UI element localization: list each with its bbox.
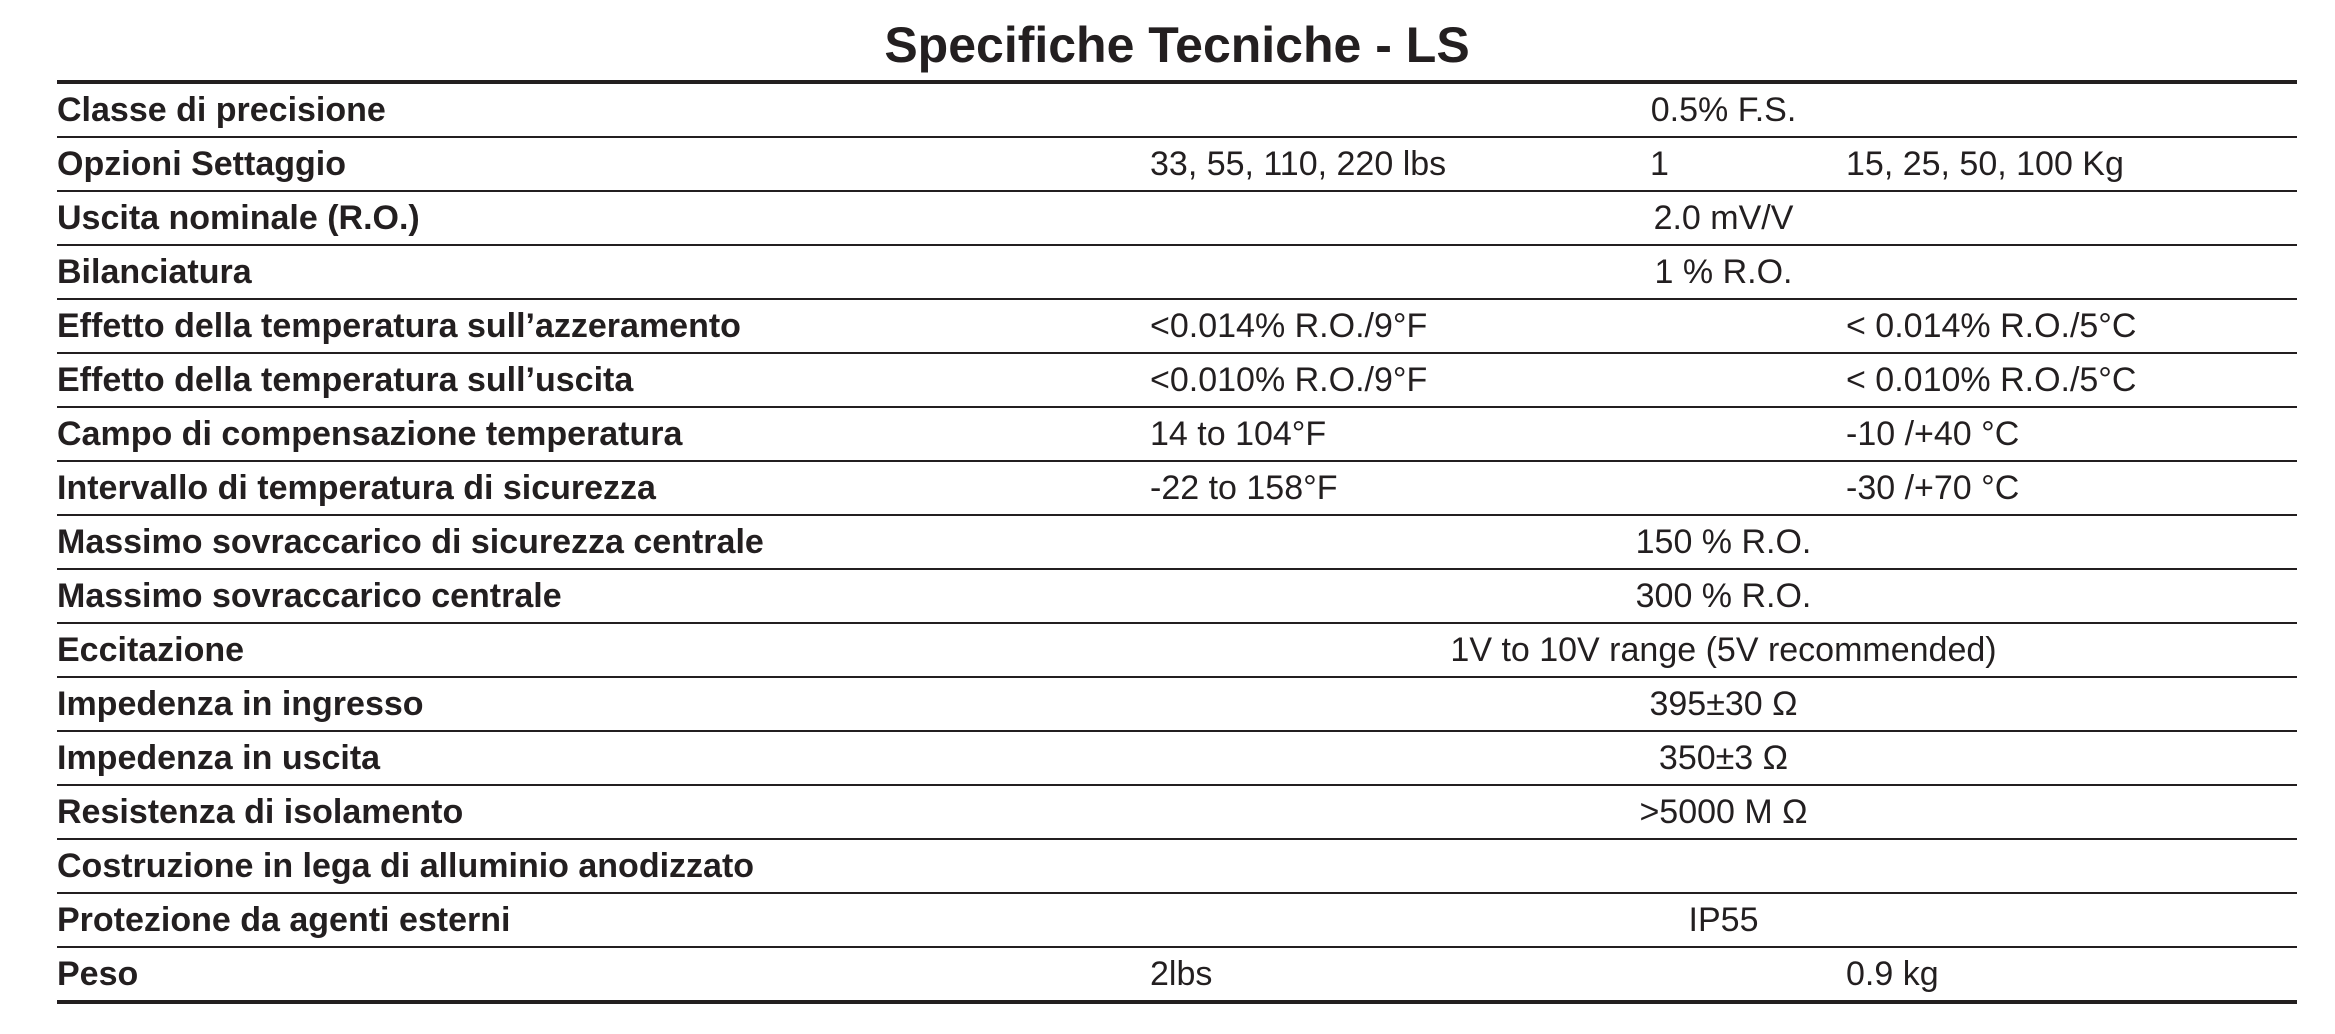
spec-label: Peso [57,947,1150,1002]
table-row [57,84,2297,137]
spec-value-imperial: -22 to 158°F [1150,461,1473,515]
spec-label: Intervallo di temperatura di sicurezza [57,461,1150,515]
spec-label: Massimo sovraccarico di sicurezza centrale [57,515,1150,569]
spec-label: Resistenza di isolamento [57,785,1150,839]
table-row [57,893,2297,947]
spec-value: 150 % R.O. [1150,515,2297,569]
spec-value-imperial: <0.010% R.O./9°F [1150,353,1473,407]
spec-value-middle: 1 [1473,137,1846,191]
spec-label: Bilanciatura [57,245,1150,299]
page-title: Specifiche Tecniche - LS [884,17,1470,73]
spec-label: Effetto della temperatura sull’uscita [57,353,1150,407]
spec-value: 1V to 10V range (5V recommended) [1150,623,2297,677]
spec-label: Impedenza in ingresso [57,677,1150,731]
spec-value: 300 % R.O. [1150,569,2297,623]
spec-label: Protezione da agenti esterni [57,893,1150,947]
spec-value [1150,839,2297,893]
spec-value-middle [1473,299,1846,353]
spec-label: Eccitazione [57,623,1150,677]
spec-value: 395±30 Ω [1150,677,2297,731]
spec-value: 0.5% F.S. [1150,84,2297,137]
spec-label: Costruzione in lega di alluminio anodizzato [57,839,1150,893]
table-row [57,839,2297,893]
spec-label: Massimo sovraccarico centrale [57,569,1150,623]
spec-value-metric: < 0.014% R.O./5°C [1846,299,2297,353]
spec-label: Impedenza in uscita [57,731,1150,785]
table-row [57,407,2297,461]
spec-table-body [57,84,2297,1002]
table-row [57,785,2297,839]
spec-value-imperial: <0.014% R.O./9°F [1150,299,1473,353]
spec-value-middle [1473,947,1846,1002]
table-row [57,353,2297,407]
spec-value: 350±3 Ω [1150,731,2297,785]
spec-label: Campo di compensazione temperatura [57,407,1150,461]
table-row [57,137,2297,191]
spec-label: Effetto della temperatura sull’azzeramento [57,299,1150,353]
spec-value-metric: < 0.010% R.O./5°C [1846,353,2297,407]
spec-label: Uscita nominale (R.O.) [57,191,1150,245]
spec-table [57,84,2297,1004]
table-row [57,191,2297,245]
spec-value-imperial: 33, 55, 110, 220 lbs [1150,137,1473,191]
spec-value-metric: 0.9 kg [1846,947,2297,1002]
spec-value-metric: -30 /+70 °C [1846,461,2297,515]
table-row [57,461,2297,515]
table-row [57,569,2297,623]
spec-value: >5000 M Ω [1150,785,2297,839]
spec-label: Opzioni Settaggio [57,137,1150,191]
spec-value-middle [1473,353,1846,407]
spec-value-metric: -10 /+40 °C [1846,407,2297,461]
table-row [57,731,2297,785]
spec-value-middle [1473,407,1846,461]
spec-value-imperial: 14 to 104°F [1150,407,1473,461]
table-row [57,623,2297,677]
table-row [57,677,2297,731]
spec-value-imperial: 2lbs [1150,947,1473,1002]
spec-value: 1 % R.O. [1150,245,2297,299]
spec-sheet [57,0,2297,1004]
spec-label: Classe di precisione [57,84,1150,137]
spec-value-middle [1473,461,1846,515]
table-row [57,947,2297,1002]
spec-value: 2.0 mV/V [1150,191,2297,245]
spec-value-metric: 15, 25, 50, 100 Kg [1846,137,2297,191]
table-row [57,299,2297,353]
spec-value: IP55 [1150,893,2297,947]
table-row [57,515,2297,569]
table-row [57,245,2297,299]
